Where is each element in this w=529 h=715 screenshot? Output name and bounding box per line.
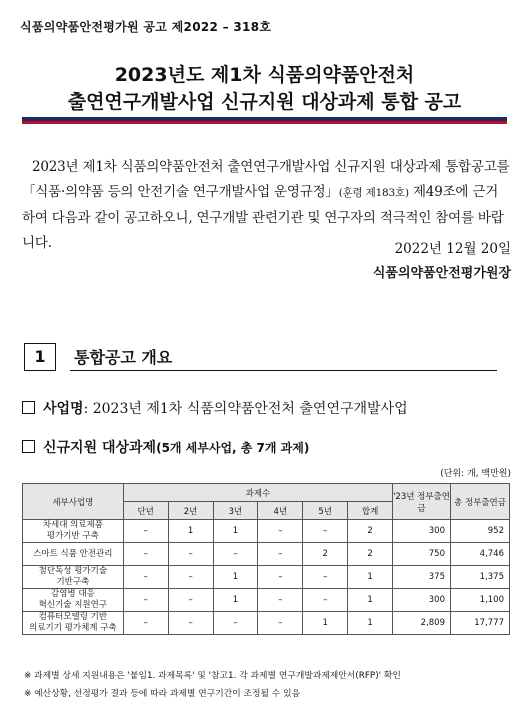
row-task-count: – bbox=[258, 566, 303, 589]
row-project-name bbox=[23, 520, 124, 543]
row-task-count: – bbox=[123, 566, 168, 589]
announcement-number: 식품의약품안전평가원 공고 제2022 – 318호 bbox=[20, 20, 272, 34]
row-budget-2023: 375 bbox=[393, 566, 451, 589]
col-header-year: 단년 bbox=[123, 502, 168, 520]
col-header-year: 4년 bbox=[258, 502, 303, 520]
col-header-task-count: 과제수 bbox=[123, 484, 392, 502]
table-row bbox=[23, 589, 510, 612]
row-project-name bbox=[23, 543, 124, 566]
row-task-count: 1 bbox=[348, 589, 393, 612]
col-header-budget-2023: '23년 정부출연금 bbox=[393, 484, 451, 520]
row-task-count: – bbox=[213, 612, 258, 635]
row-budget-total: 17,777 bbox=[451, 612, 510, 635]
table-row bbox=[23, 543, 510, 566]
row-task-count: – bbox=[168, 589, 213, 612]
project-name-value: : 2023년 제1차 식품의약품안전처 출연연구개발사업 bbox=[83, 401, 408, 417]
row-task-count: – bbox=[258, 589, 303, 612]
row-budget-total: 1,100 bbox=[451, 589, 510, 612]
section-title: 통합공고 개요 bbox=[74, 348, 173, 367]
row-task-count: 1 bbox=[348, 612, 393, 635]
row-task-count: – bbox=[303, 566, 348, 589]
title-divider bbox=[22, 117, 507, 123]
checkbox-icon bbox=[22, 440, 35, 453]
row-task-count: 1 bbox=[213, 589, 258, 612]
row-budget-total: 4,746 bbox=[451, 543, 510, 566]
intro-regulation-ref: (훈령 제183호) bbox=[338, 187, 409, 199]
project-name-label: 사업명 bbox=[43, 401, 84, 417]
row-budget-total: 1,375 bbox=[451, 566, 510, 589]
table-row bbox=[23, 566, 510, 589]
row-project-name-line: 평가기반 구축 bbox=[46, 531, 99, 541]
row-task-count: – bbox=[258, 520, 303, 543]
row-budget-2023: 750 bbox=[393, 543, 451, 566]
intro-text-1: 2023년 제1차 식품의약품안전처 출연연구개발사업 신규지원 대상과제 통합공고를 「식품·의약품 등의 안전기술 연구개발사업 운영규정」 bbox=[22, 159, 510, 200]
row-project-name-line: 기반구축 bbox=[56, 577, 90, 587]
row-task-count: – bbox=[123, 520, 168, 543]
title-line-1: 2023년도 제1차 식품의약품안전처 bbox=[114, 64, 415, 86]
row-project-name bbox=[23, 566, 124, 589]
row-task-count: – bbox=[168, 543, 213, 566]
row-task-count: – bbox=[123, 589, 168, 612]
row-task-count: – bbox=[213, 543, 258, 566]
row-task-count: 1 bbox=[168, 520, 213, 543]
row-budget-total: 952 bbox=[451, 520, 510, 543]
row-task-count: – bbox=[258, 612, 303, 635]
row-task-count: 1 bbox=[213, 566, 258, 589]
row-project-name bbox=[23, 589, 124, 612]
intro-text-2: 제49조에 근거하여 다음과 같이 공고하오니, 연구개발 관련기관 및 연구자의 적극적인 참여를 바랍니다. bbox=[22, 184, 504, 251]
project-name-item bbox=[22, 398, 408, 418]
budget-table bbox=[22, 483, 510, 635]
row-task-count: – bbox=[303, 520, 348, 543]
row-task-count: – bbox=[123, 543, 168, 566]
col-header-name: 세부사업명 bbox=[23, 484, 124, 520]
title-divider-red bbox=[22, 121, 507, 124]
table-row bbox=[23, 612, 510, 635]
row-project-name-line: 스마트 식품 안전관리 bbox=[33, 548, 113, 559]
target-tasks-detail: (5개 세부사업, 총 7개 과제) bbox=[156, 441, 310, 455]
row-task-count: 1 bbox=[303, 612, 348, 635]
col-header-year: 3년 bbox=[213, 502, 258, 520]
target-tasks-item bbox=[22, 437, 309, 457]
col-header-year: 5년 bbox=[303, 502, 348, 520]
note-1: ※ 과제별 상세 지원내용은 '붙임1. 과제목록' 및 '참고1. 각 과제별 연구개발과제제안서(RFP)' 확인 bbox=[24, 671, 401, 681]
row-budget-2023: 300 bbox=[393, 589, 451, 612]
section-number-box: 1 bbox=[24, 343, 56, 371]
row-project-name-line: 첨단독성 평가기술 bbox=[38, 566, 108, 576]
row-project-name-line: 혁신기술 지원연구 bbox=[38, 600, 108, 610]
col-header-year: 합계 bbox=[348, 502, 393, 520]
target-tasks-label: 신규지원 대상과제 bbox=[43, 440, 157, 456]
unit-note: (단위: 개, 백만원) bbox=[440, 469, 511, 479]
row-project-name-line: 감염병 대응 bbox=[50, 589, 95, 599]
note-2: ※ 예산상황, 선정평가 결과 등에 따라 과제별 연구기간이 조정될 수 있음 bbox=[24, 689, 301, 699]
row-task-count: 2 bbox=[348, 543, 393, 566]
announcement-date: 2022년 12월 20일 bbox=[394, 241, 511, 257]
row-budget-2023: 2,809 bbox=[393, 612, 451, 635]
row-task-count: 1 bbox=[213, 520, 258, 543]
row-project-name-line: 컴퓨터모델링 기반 bbox=[38, 612, 108, 622]
row-budget-2023: 300 bbox=[393, 520, 451, 543]
col-header-budget-total: 총 정부출연금 bbox=[451, 484, 510, 520]
row-task-count: 1 bbox=[348, 566, 393, 589]
row-task-count: – bbox=[168, 566, 213, 589]
row-task-count: – bbox=[123, 612, 168, 635]
row-project-name-line: 차세대 의료제품 bbox=[42, 520, 103, 530]
row-task-count: – bbox=[258, 543, 303, 566]
signer: 식품의약품안전평가원장 bbox=[372, 266, 511, 281]
row-project-name bbox=[23, 612, 124, 635]
checkbox-icon bbox=[22, 401, 35, 414]
section-underline bbox=[70, 370, 497, 371]
row-project-name-line: 의료기기 평가체계 구축 bbox=[29, 623, 117, 633]
title-line-2: 출연연구개발사업 신규지원 대상과제 통합 공고 bbox=[67, 91, 462, 113]
row-task-count: 2 bbox=[348, 520, 393, 543]
row-task-count: 2 bbox=[303, 543, 348, 566]
row-task-count: – bbox=[168, 612, 213, 635]
row-task-count: – bbox=[303, 589, 348, 612]
table-row bbox=[23, 520, 510, 543]
col-header-year: 2년 bbox=[168, 502, 213, 520]
